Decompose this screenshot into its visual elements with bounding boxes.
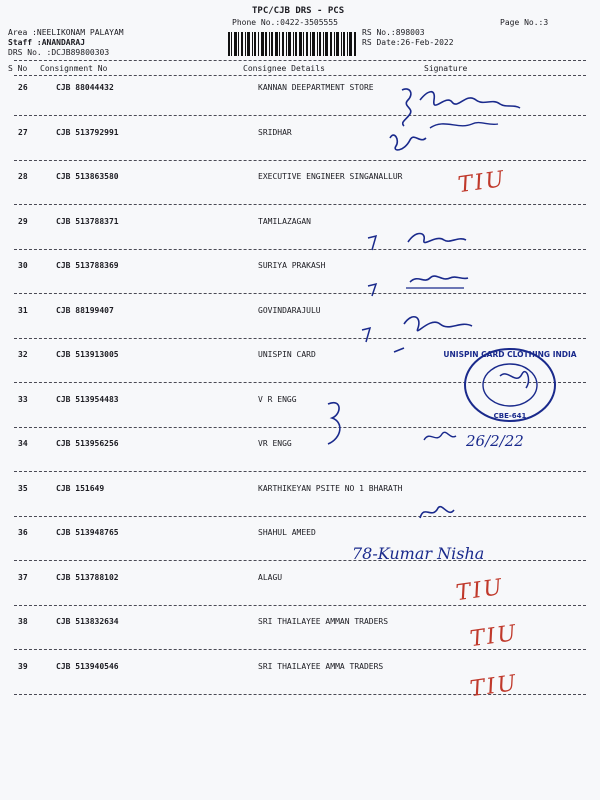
signature-scribble-6: [414, 500, 458, 526]
row-consignee: SRI THAILAYEE AMMAN TRADERS: [258, 617, 389, 626]
barcode: [228, 32, 356, 56]
stamp-city: CBE-641: [493, 412, 527, 420]
row-consignment-no: CJB 88044432: [56, 83, 114, 92]
signature-scribble-1: [380, 80, 540, 170]
row-consignee: SRIDHAR: [258, 127, 292, 137]
phone-number: Phone No.:0422-3505555: [232, 18, 338, 27]
staff-field: Staff :ANANDARAJ: [8, 38, 86, 47]
table-row: [0, 568, 600, 613]
document-title: TPC/CJB DRS - PCS: [252, 6, 345, 16]
row-consignment-no: CJB 513863580: [56, 172, 119, 181]
row-divider: [14, 293, 586, 294]
row-consignee: SHAHUL AMEED: [258, 528, 316, 537]
row-consignee: EXECUTIVE ENGINEER SINGANALLUR: [258, 172, 403, 181]
row-divider: [14, 605, 586, 606]
signature-scribble-5: [322, 394, 352, 454]
row-sno: 29: [18, 216, 28, 226]
row-sno: 30: [18, 261, 28, 270]
signature-scribble-3: [366, 266, 476, 300]
table-row: [0, 212, 600, 257]
row-sno: 36: [18, 528, 28, 537]
handwritten-date: 26/2/22: [466, 432, 524, 450]
column-consignment: Consignment No: [40, 64, 108, 73]
rs-date: RS Date:26-Feb-2022: [362, 38, 454, 47]
stamp-text: UNISPIN CARD CLOTHING INDIA: [443, 350, 577, 359]
header-rule-top: [14, 60, 586, 61]
row-divider: [14, 560, 586, 561]
row-sno: 35: [18, 483, 28, 493]
row-consignment-no: CJB 513788102: [56, 572, 119, 582]
row-divider: [14, 471, 586, 472]
column-sno: S No: [8, 64, 28, 73]
row-sno: 33: [18, 394, 28, 404]
row-divider: [14, 649, 586, 650]
table-row: [0, 523, 600, 568]
row-consignment-no: CJB 513956256: [56, 439, 119, 448]
row-consignee: KANNAN DEEPARTMENT STORE: [258, 83, 374, 92]
row-consignment-no: CJB 151649: [56, 483, 105, 493]
row-consignee: VR ENGG: [258, 439, 292, 448]
rs-number: RS No.:898003: [362, 28, 425, 37]
tiu-mark: TIU: [454, 574, 506, 607]
row-divider: [14, 338, 586, 339]
row-consignee: TAMILAZAGAN: [258, 216, 311, 226]
row-consignment-no: CJB 513913005: [56, 350, 119, 359]
row-sno: 32: [18, 350, 28, 359]
table-row: [0, 479, 600, 524]
tiu-mark: TIU: [468, 620, 520, 653]
row-consignment-no: CJB 513948765: [56, 528, 119, 537]
row-consignment-no: CJB 88199407: [56, 305, 114, 315]
row-consignee: SRI THAILAYEE AMMA TRADERS: [258, 661, 384, 671]
row-sno: 37: [18, 572, 28, 582]
row-sno: 39: [18, 661, 28, 671]
row-consignment-no: CJB 513940546: [56, 661, 119, 671]
row-consignment-no: CJB 513788371: [56, 216, 119, 226]
row-consignment-no: CJB 513954483: [56, 394, 119, 404]
row-consignee: SURIYA PRAKASH: [258, 261, 326, 270]
row-sno: 26: [18, 83, 28, 92]
row-consignment-no: CJB 513792991: [56, 127, 119, 137]
row-sno: 27: [18, 127, 28, 137]
page-number: Page No.:3: [500, 18, 549, 27]
column-signature: Signature: [424, 64, 468, 73]
header-rule-bottom: [14, 75, 586, 76]
row-divider: [14, 516, 586, 517]
handwritten-name: 78-Kumar Nisha: [352, 544, 485, 563]
area-field: Area :NEELIKONAM PALAYAM: [8, 28, 124, 37]
row-sno: 38: [18, 617, 28, 626]
column-consignee: Consignee Details: [243, 64, 325, 73]
initials-scribble: [420, 428, 460, 448]
tiu-mark: TIU: [468, 670, 520, 703]
row-consignee: UNISPIN CARD: [258, 350, 316, 359]
row-consignee: GOVINDARAJULU: [258, 305, 321, 315]
table-row: [0, 301, 600, 346]
row-consignee: ALAGU: [258, 572, 283, 582]
row-sno: 31: [18, 305, 28, 315]
row-divider: [14, 249, 586, 250]
row-consignee: V R ENGG: [258, 394, 297, 404]
row-divider: [14, 427, 586, 428]
row-consignment-no: CJB 513788369: [56, 261, 119, 270]
company-stamp: [443, 346, 577, 424]
row-sno: 34: [18, 439, 28, 448]
row-consignment-no: CJB 513832634: [56, 617, 119, 626]
row-consignee: KARTHIKEYAN PSITE NO 1 BHARATH: [258, 483, 403, 493]
tiu-mark: TIU: [456, 166, 508, 199]
drs-number: DRS No. :DCJB89800303: [8, 48, 110, 57]
row-sno: 28: [18, 172, 28, 181]
row-divider: [14, 204, 586, 205]
signature-scribble-2: [366, 224, 476, 256]
table-row: [0, 167, 600, 212]
table-row: [0, 256, 600, 301]
